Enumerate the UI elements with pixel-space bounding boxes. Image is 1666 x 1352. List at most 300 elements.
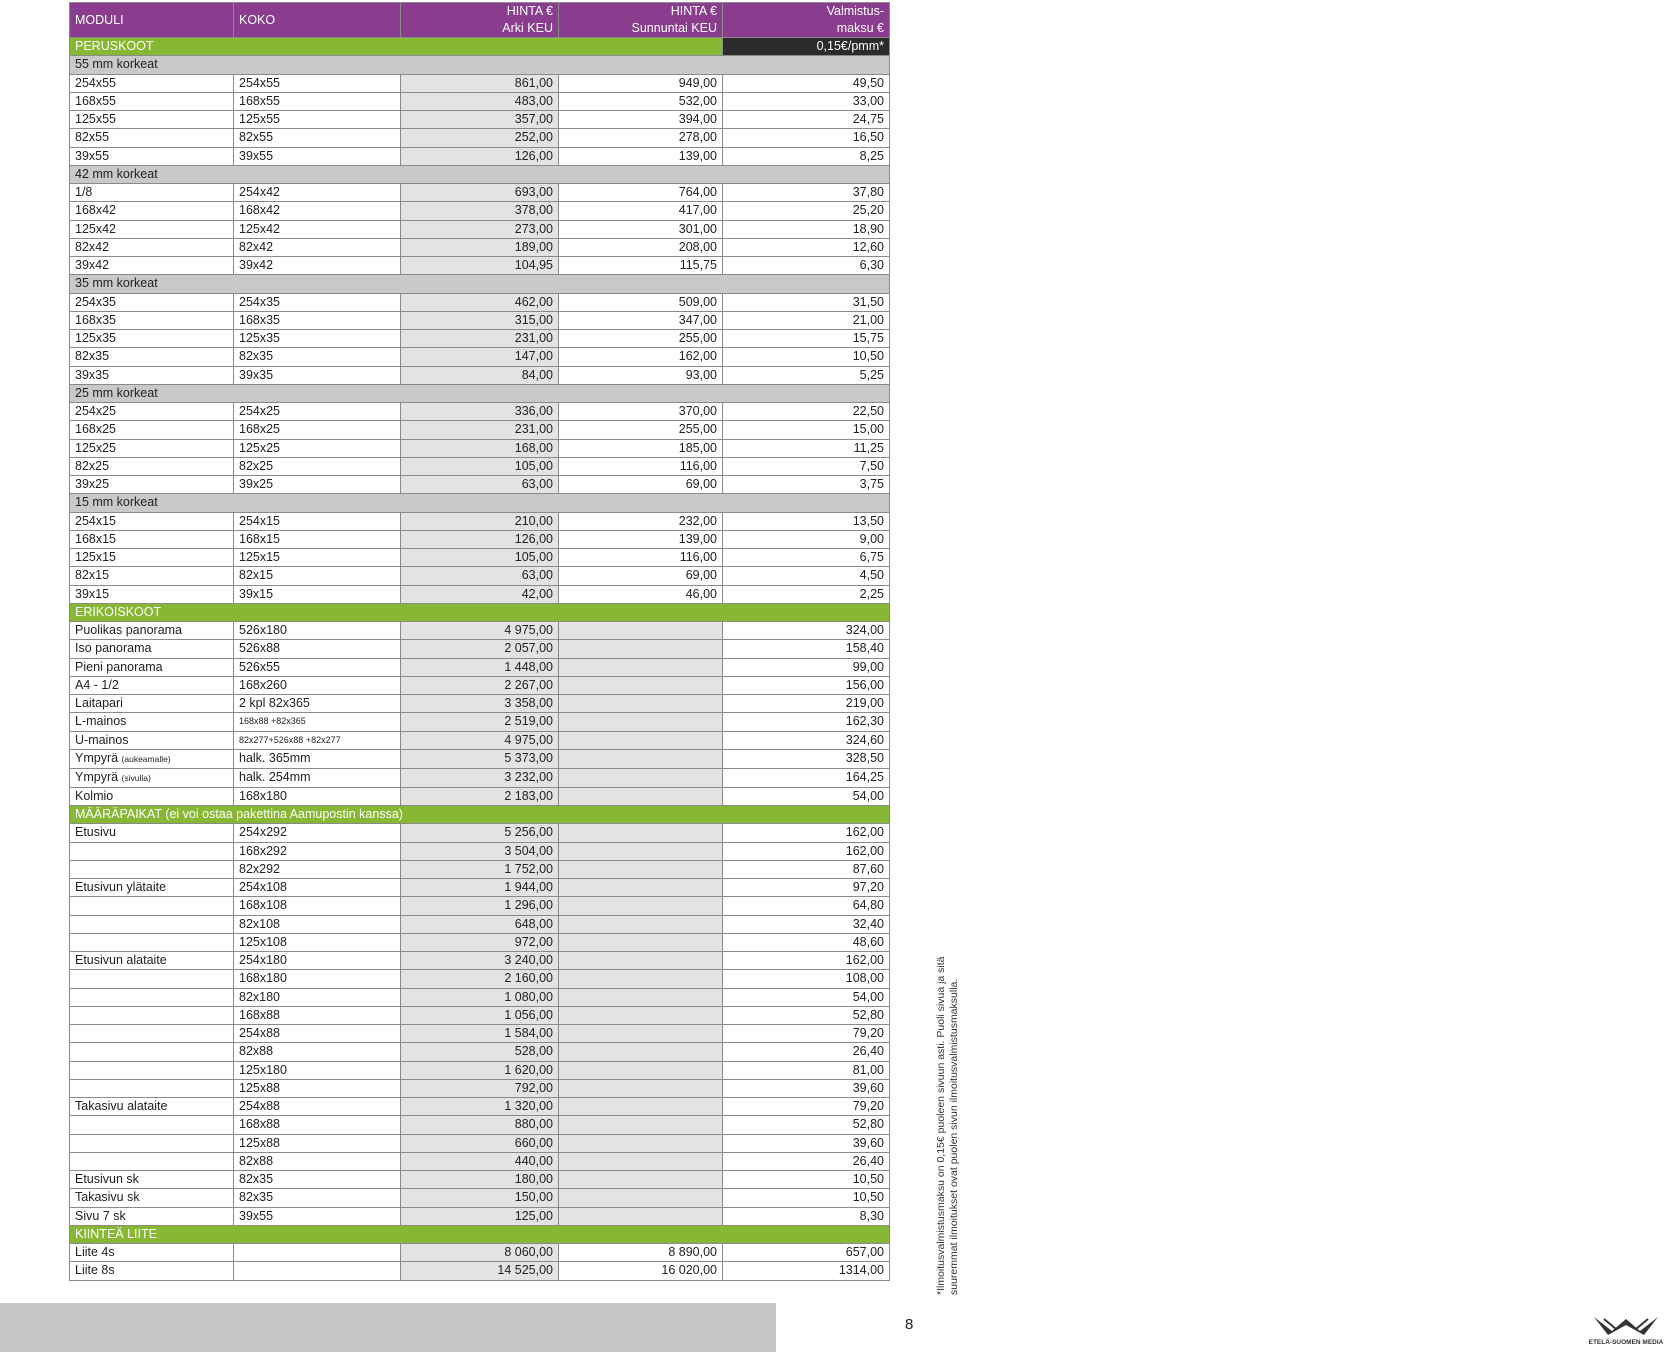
cell-koko: 254x88 xyxy=(234,1098,401,1116)
cell-hinta-sunnuntai xyxy=(559,713,723,731)
cell-koko: 125x42 xyxy=(234,220,401,238)
table-row xyxy=(70,879,890,897)
table-row xyxy=(70,366,890,384)
cell-moduli xyxy=(70,988,234,1006)
cell-hinta-arki: 63,00 xyxy=(401,567,559,585)
cell-hinta-arki: 125,00 xyxy=(401,1207,559,1225)
table-row xyxy=(70,421,890,439)
table-row xyxy=(70,1098,890,1116)
cell-koko: 82x55 xyxy=(234,129,401,147)
cell-moduli: 125x25 xyxy=(70,439,234,457)
cell-hinta-sunnuntai: 255,00 xyxy=(559,421,723,439)
cell-valmistusmaksu: 164,25 xyxy=(723,768,890,787)
cell-moduli: Etusivun sk xyxy=(70,1171,234,1189)
cell-hinta-sunnuntai xyxy=(559,824,723,842)
cell-moduli: 125x35 xyxy=(70,330,234,348)
cell-valmistusmaksu: 33,00 xyxy=(723,92,890,110)
cell-moduli: Etusivun ylätaite xyxy=(70,879,234,897)
cell-koko: 82x292 xyxy=(234,860,401,878)
cell-hinta-sunnuntai: 532,00 xyxy=(559,92,723,110)
cell-valmistusmaksu: 12,60 xyxy=(723,238,890,256)
cell-hinta-sunnuntai xyxy=(559,1189,723,1207)
cell-valmistusmaksu: 21,00 xyxy=(723,311,890,329)
cell-valmistusmaksu: 657,00 xyxy=(723,1244,890,1262)
cell-koko xyxy=(234,1244,401,1262)
cell-hinta-arki: 1 448,00 xyxy=(401,658,559,676)
cell-koko: 254x42 xyxy=(234,184,401,202)
cell-hinta-arki: 4 975,00 xyxy=(401,731,559,749)
section-header-row xyxy=(70,603,890,621)
table-row xyxy=(70,202,890,220)
cell-hinta-arki: 14 525,00 xyxy=(401,1262,559,1280)
cell-hinta-sunnuntai: 69,00 xyxy=(559,476,723,494)
cell-koko: 168x180 xyxy=(234,787,401,805)
cell-valmistusmaksu: 87,60 xyxy=(723,860,890,878)
cell-hinta-arki: 440,00 xyxy=(401,1152,559,1170)
cell-moduli xyxy=(70,1006,234,1024)
cell-hinta-sunnuntai: 139,00 xyxy=(559,530,723,548)
cell-hinta-sunnuntai: 69,00 xyxy=(559,567,723,585)
cell-hinta-arki: 880,00 xyxy=(401,1116,559,1134)
table-row xyxy=(70,238,890,256)
cell-moduli: 39x42 xyxy=(70,257,234,275)
cell-valmistusmaksu: 10,50 xyxy=(723,1171,890,1189)
cell-koko: 254x292 xyxy=(234,824,401,842)
cell-moduli: L-mainos xyxy=(70,713,234,731)
cell-moduli: 1/8 xyxy=(70,184,234,202)
cell-hinta-sunnuntai xyxy=(559,970,723,988)
cell-hinta-arki: 105,00 xyxy=(401,549,559,567)
cell-koko: 526x55 xyxy=(234,658,401,676)
table-row xyxy=(70,1244,890,1262)
cell-hinta-sunnuntai: 116,00 xyxy=(559,549,723,567)
cell-koko: 526x180 xyxy=(234,622,401,640)
cell-hinta-sunnuntai xyxy=(559,988,723,1006)
cell-valmistusmaksu: 52,80 xyxy=(723,1116,890,1134)
cell-hinta-arki: 231,00 xyxy=(401,330,559,348)
cell-koko: 168x88 xyxy=(234,1116,401,1134)
cell-valmistusmaksu: 39,60 xyxy=(723,1134,890,1152)
cell-hinta-arki: 1 620,00 xyxy=(401,1061,559,1079)
table-row xyxy=(70,311,890,329)
cell-koko: 254x88 xyxy=(234,1025,401,1043)
cell-koko: 82x108 xyxy=(234,915,401,933)
cell-hinta-sunnuntai xyxy=(559,1061,723,1079)
section-note: 0,15€/pmm* xyxy=(723,38,890,56)
cell-valmistusmaksu: 26,40 xyxy=(723,1152,890,1170)
cell-moduli xyxy=(70,970,234,988)
section-header-row xyxy=(70,38,890,56)
cell-koko: 168x108 xyxy=(234,897,401,915)
cell-koko xyxy=(234,1262,401,1280)
cell-valmistusmaksu: 108,00 xyxy=(723,970,890,988)
cell-hinta-arki: 4 975,00 xyxy=(401,622,559,640)
cell-moduli xyxy=(70,1043,234,1061)
cell-koko: halk. 254mm xyxy=(234,768,401,787)
table-row xyxy=(70,1079,890,1097)
subsection-row xyxy=(70,384,890,402)
cell-hinta-sunnuntai: 949,00 xyxy=(559,74,723,92)
cell-hinta-sunnuntai xyxy=(559,1025,723,1043)
cell-hinta-arki: 861,00 xyxy=(401,74,559,92)
cell-koko: 82x15 xyxy=(234,567,401,585)
cell-hinta-sunnuntai xyxy=(559,842,723,860)
page-number: 8 xyxy=(905,1316,914,1333)
cell-hinta-arki: 189,00 xyxy=(401,238,559,256)
cell-hinta-arki: 2 519,00 xyxy=(401,713,559,731)
cell-valmistusmaksu: 54,00 xyxy=(723,988,890,1006)
cell-valmistusmaksu: 39,60 xyxy=(723,1079,890,1097)
cell-koko: 168x260 xyxy=(234,676,401,694)
cell-valmistusmaksu: 54,00 xyxy=(723,787,890,805)
table-row xyxy=(70,457,890,475)
table-row xyxy=(70,147,890,165)
table-row xyxy=(70,897,890,915)
cell-valmistusmaksu: 25,20 xyxy=(723,202,890,220)
cell-hinta-sunnuntai: 115,75 xyxy=(559,257,723,275)
cell-hinta-sunnuntai xyxy=(559,749,723,768)
table-row xyxy=(70,1189,890,1207)
cell-koko: 82x35 xyxy=(234,1189,401,1207)
cell-koko: 39x35 xyxy=(234,366,401,384)
subsection-row xyxy=(70,165,890,183)
cell-moduli: 39x35 xyxy=(70,366,234,384)
subsection-row xyxy=(70,56,890,74)
section-title: KIINTEÄ LIITE xyxy=(70,1225,890,1243)
cell-koko: 526x88 xyxy=(234,640,401,658)
table-row xyxy=(70,439,890,457)
cell-hinta-sunnuntai xyxy=(559,658,723,676)
cell-moduli xyxy=(70,1116,234,1134)
cell-moduli: 82x42 xyxy=(70,238,234,256)
table-row xyxy=(70,512,890,530)
table-row xyxy=(70,1134,890,1152)
cell-hinta-arki: 126,00 xyxy=(401,530,559,548)
cell-valmistusmaksu: 2,25 xyxy=(723,585,890,603)
table-row xyxy=(70,1043,890,1061)
table-row xyxy=(70,1116,890,1134)
cell-moduli: Iso panorama xyxy=(70,640,234,658)
subsection-title: 15 mm korkeat xyxy=(70,494,890,512)
cell-valmistusmaksu: 97,20 xyxy=(723,879,890,897)
cell-valmistusmaksu: 16,50 xyxy=(723,129,890,147)
header-koko: KOKO xyxy=(234,3,401,38)
cell-valmistusmaksu: 324,60 xyxy=(723,731,890,749)
table-row xyxy=(70,567,890,585)
cell-hinta-arki: 231,00 xyxy=(401,421,559,439)
cell-hinta-sunnuntai xyxy=(559,1043,723,1061)
table-row xyxy=(70,842,890,860)
logo-text: ETELÄ-SUOMEN MEDIA xyxy=(1588,1339,1664,1346)
table-row xyxy=(70,915,890,933)
cell-moduli: Puolikas panorama xyxy=(70,622,234,640)
cell-hinta-sunnuntai: 116,00 xyxy=(559,457,723,475)
cell-moduli: 125x42 xyxy=(70,220,234,238)
cell-hinta-arki: 3 232,00 xyxy=(401,768,559,787)
cell-hinta-arki: 3 504,00 xyxy=(401,842,559,860)
cell-hinta-sunnuntai xyxy=(559,915,723,933)
cell-koko: 254x108 xyxy=(234,879,401,897)
subsection-title: 55 mm korkeat xyxy=(70,56,890,74)
table-row xyxy=(70,549,890,567)
cell-moduli xyxy=(70,1079,234,1097)
table-row xyxy=(70,622,890,640)
cell-koko: 39x55 xyxy=(234,1207,401,1225)
cell-moduli: Liite 4s xyxy=(70,1244,234,1262)
cell-moduli: 125x15 xyxy=(70,549,234,567)
cell-hinta-sunnuntai: 370,00 xyxy=(559,403,723,421)
table-row xyxy=(70,749,890,768)
cell-hinta-arki: 5 373,00 xyxy=(401,749,559,768)
subsection-row xyxy=(70,494,890,512)
table-row xyxy=(70,988,890,1006)
cell-valmistusmaksu: 26,40 xyxy=(723,1043,890,1061)
cell-moduli: 82x35 xyxy=(70,348,234,366)
cell-moduli: 82x25 xyxy=(70,457,234,475)
cell-hinta-sunnuntai: 8 890,00 xyxy=(559,1244,723,1262)
cell-hinta-sunnuntai: 232,00 xyxy=(559,512,723,530)
cell-koko: 125x108 xyxy=(234,933,401,951)
cell-koko: 168x88 +82x365 xyxy=(234,713,401,731)
footnote: *Ilmoitusvalmistusmaksu on 0,15€ puoleen sivuun asti. Puoli sivua ja sitä suuremmat ilmoitukset ovat puolen sivun ilmoitusvalmistusmaksulla. xyxy=(935,956,960,1295)
table-row xyxy=(70,184,890,202)
table-row xyxy=(70,1061,890,1079)
cell-valmistusmaksu: 52,80 xyxy=(723,1006,890,1024)
cell-koko: 168x88 xyxy=(234,1006,401,1024)
cell-hinta-arki: 660,00 xyxy=(401,1134,559,1152)
cell-hinta-sunnuntai: 139,00 xyxy=(559,147,723,165)
cell-koko: 168x25 xyxy=(234,421,401,439)
cell-hinta-sunnuntai xyxy=(559,676,723,694)
cell-hinta-arki: 1 056,00 xyxy=(401,1006,559,1024)
cell-koko: 39x42 xyxy=(234,257,401,275)
cell-valmistusmaksu: 49,50 xyxy=(723,74,890,92)
cell-koko: 125x88 xyxy=(234,1134,401,1152)
cell-moduli: A4 - 1/2 xyxy=(70,676,234,694)
cell-koko: 82x42 xyxy=(234,238,401,256)
cell-valmistusmaksu: 15,75 xyxy=(723,330,890,348)
cell-valmistusmaksu: 162,30 xyxy=(723,713,890,731)
cell-moduli xyxy=(70,1025,234,1043)
cell-moduli: Laitapari xyxy=(70,695,234,713)
cell-moduli xyxy=(70,842,234,860)
section-header-row xyxy=(70,1225,890,1243)
cell-valmistusmaksu: 4,50 xyxy=(723,567,890,585)
cell-valmistusmaksu: 1314,00 xyxy=(723,1262,890,1280)
cell-hinta-arki: 63,00 xyxy=(401,476,559,494)
cell-hinta-sunnuntai xyxy=(559,879,723,897)
cell-hinta-arki: 126,00 xyxy=(401,147,559,165)
cell-valmistusmaksu: 18,90 xyxy=(723,220,890,238)
cell-hinta-arki: 84,00 xyxy=(401,366,559,384)
cell-hinta-arki: 252,00 xyxy=(401,129,559,147)
subsection-row xyxy=(70,275,890,293)
table-row xyxy=(70,111,890,129)
table-row xyxy=(70,1207,890,1225)
cell-valmistusmaksu: 324,00 xyxy=(723,622,890,640)
cell-hinta-arki: 150,00 xyxy=(401,1189,559,1207)
table-row xyxy=(70,1025,890,1043)
cell-valmistusmaksu: 3,75 xyxy=(723,476,890,494)
cell-moduli: Sivu 7 sk xyxy=(70,1207,234,1225)
cell-moduli: 254x55 xyxy=(70,74,234,92)
cell-hinta-arki: 648,00 xyxy=(401,915,559,933)
cell-koko: 168x180 xyxy=(234,970,401,988)
cell-koko: 125x88 xyxy=(234,1079,401,1097)
table-row xyxy=(70,220,890,238)
section-title: ERIKOISKOOT xyxy=(70,603,890,621)
table-row xyxy=(70,860,890,878)
cell-hinta-arki: 3 358,00 xyxy=(401,695,559,713)
table-row xyxy=(70,787,890,805)
cell-valmistusmaksu: 32,40 xyxy=(723,915,890,933)
cell-hinta-sunnuntai xyxy=(559,768,723,787)
table-row xyxy=(70,257,890,275)
cell-hinta-arki: 1 944,00 xyxy=(401,879,559,897)
table-row xyxy=(70,713,890,731)
cell-koko: 82x35 xyxy=(234,1171,401,1189)
cell-moduli: Takasivu sk xyxy=(70,1189,234,1207)
cell-hinta-sunnuntai xyxy=(559,1134,723,1152)
cell-moduli: 39x15 xyxy=(70,585,234,603)
cell-hinta-sunnuntai xyxy=(559,640,723,658)
cell-hinta-sunnuntai xyxy=(559,695,723,713)
subsection-title: 42 mm korkeat xyxy=(70,165,890,183)
cell-moduli: 125x55 xyxy=(70,111,234,129)
cell-moduli: Pieni panorama xyxy=(70,658,234,676)
cell-koko: 168x15 xyxy=(234,530,401,548)
cell-koko: 39x25 xyxy=(234,476,401,494)
page-footer xyxy=(0,1303,1664,1352)
table-row xyxy=(70,676,890,694)
cell-valmistusmaksu: 64,80 xyxy=(723,897,890,915)
cell-koko: 82x35 xyxy=(234,348,401,366)
cell-hinta-arki: 336,00 xyxy=(401,403,559,421)
table-row xyxy=(70,933,890,951)
cell-koko: halk. 365mm xyxy=(234,749,401,768)
cell-moduli: 254x15 xyxy=(70,512,234,530)
cell-hinta-arki: 528,00 xyxy=(401,1043,559,1061)
cell-hinta-sunnuntai: 185,00 xyxy=(559,439,723,457)
cell-hinta-sunnuntai xyxy=(559,1152,723,1170)
cell-moduli: 82x55 xyxy=(70,129,234,147)
cell-hinta-sunnuntai xyxy=(559,933,723,951)
cell-valmistusmaksu: 10,50 xyxy=(723,348,890,366)
cell-moduli: 39x55 xyxy=(70,147,234,165)
cell-koko: 125x15 xyxy=(234,549,401,567)
cell-hinta-sunnuntai xyxy=(559,1006,723,1024)
table-row xyxy=(70,293,890,311)
cell-hinta-arki: 147,00 xyxy=(401,348,559,366)
cell-moduli: 168x25 xyxy=(70,421,234,439)
cell-moduli xyxy=(70,1152,234,1170)
cell-koko: 254x35 xyxy=(234,293,401,311)
cell-hinta-arki: 1 752,00 xyxy=(401,860,559,878)
section-title: MÄÄRÄPAIKAT (ei voi ostaa pakettina Aamupostin kanssa) xyxy=(70,806,890,824)
cell-moduli: Ympyrä (sivulla) xyxy=(70,768,234,787)
table-row xyxy=(70,640,890,658)
cell-valmistusmaksu: 162,00 xyxy=(723,824,890,842)
cell-hinta-sunnuntai: 394,00 xyxy=(559,111,723,129)
cell-valmistusmaksu: 31,50 xyxy=(723,293,890,311)
cell-valmistusmaksu: 79,20 xyxy=(723,1098,890,1116)
cell-hinta-arki: 2 160,00 xyxy=(401,970,559,988)
cell-hinta-arki: 180,00 xyxy=(401,1171,559,1189)
cell-valmistusmaksu: 162,00 xyxy=(723,952,890,970)
cell-hinta-arki: 104,95 xyxy=(401,257,559,275)
cell-hinta-sunnuntai: 764,00 xyxy=(559,184,723,202)
cell-hinta-arki: 168,00 xyxy=(401,439,559,457)
cell-valmistusmaksu: 5,25 xyxy=(723,366,890,384)
cell-koko: 82x25 xyxy=(234,457,401,475)
cell-hinta-arki: 2 267,00 xyxy=(401,676,559,694)
cell-hinta-arki: 5 256,00 xyxy=(401,824,559,842)
cell-moduli: 39x25 xyxy=(70,476,234,494)
table-header xyxy=(70,3,890,38)
cell-valmistusmaksu: 22,50 xyxy=(723,403,890,421)
table-row xyxy=(70,92,890,110)
cell-hinta-sunnuntai xyxy=(559,1079,723,1097)
cell-moduli: 168x15 xyxy=(70,530,234,548)
cell-valmistusmaksu: 328,50 xyxy=(723,749,890,768)
cell-koko: 39x55 xyxy=(234,147,401,165)
table-row xyxy=(70,403,890,421)
header-hinta-sunnuntai: HINTA € Sunnuntai KEU xyxy=(559,3,723,38)
cell-hinta-arki: 693,00 xyxy=(401,184,559,202)
cell-hinta-arki: 1 296,00 xyxy=(401,897,559,915)
table-row xyxy=(70,330,890,348)
table-row xyxy=(70,658,890,676)
cell-moduli: 168x42 xyxy=(70,202,234,220)
cell-koko: 254x55 xyxy=(234,74,401,92)
cell-koko: 82x88 xyxy=(234,1043,401,1061)
cell-hinta-arki: 792,00 xyxy=(401,1079,559,1097)
cell-koko: 39x15 xyxy=(234,585,401,603)
cell-koko: 254x25 xyxy=(234,403,401,421)
cell-koko: 125x180 xyxy=(234,1061,401,1079)
cell-hinta-sunnuntai: 46,00 xyxy=(559,585,723,603)
cell-hinta-arki: 2 057,00 xyxy=(401,640,559,658)
cell-hinta-sunnuntai xyxy=(559,952,723,970)
cell-valmistusmaksu: 81,00 xyxy=(723,1061,890,1079)
cell-koko: 125x25 xyxy=(234,439,401,457)
cell-valmistusmaksu: 219,00 xyxy=(723,695,890,713)
cell-hinta-sunnuntai: 93,00 xyxy=(559,366,723,384)
cell-moduli xyxy=(70,915,234,933)
cell-hinta-arki: 42,00 xyxy=(401,585,559,603)
table-row xyxy=(70,476,890,494)
cell-moduli: 254x35 xyxy=(70,293,234,311)
cell-hinta-arki: 357,00 xyxy=(401,111,559,129)
subsection-title: 25 mm korkeat xyxy=(70,384,890,402)
cell-valmistusmaksu: 9,00 xyxy=(723,530,890,548)
cell-hinta-arki: 105,00 xyxy=(401,457,559,475)
cell-valmistusmaksu: 13,50 xyxy=(723,512,890,530)
cell-hinta-arki: 210,00 xyxy=(401,512,559,530)
cell-koko: 125x55 xyxy=(234,111,401,129)
cell-moduli: Takasivu alataite xyxy=(70,1098,234,1116)
table-row xyxy=(70,348,890,366)
cell-koko: 168x292 xyxy=(234,842,401,860)
cell-hinta-arki: 462,00 xyxy=(401,293,559,311)
cell-hinta-arki: 2 183,00 xyxy=(401,787,559,805)
cell-hinta-arki: 378,00 xyxy=(401,202,559,220)
cell-valmistusmaksu: 8,30 xyxy=(723,1207,890,1225)
cell-hinta-sunnuntai: 278,00 xyxy=(559,129,723,147)
cell-valmistusmaksu: 10,50 xyxy=(723,1189,890,1207)
cell-moduli xyxy=(70,897,234,915)
cell-koko: 125x35 xyxy=(234,330,401,348)
